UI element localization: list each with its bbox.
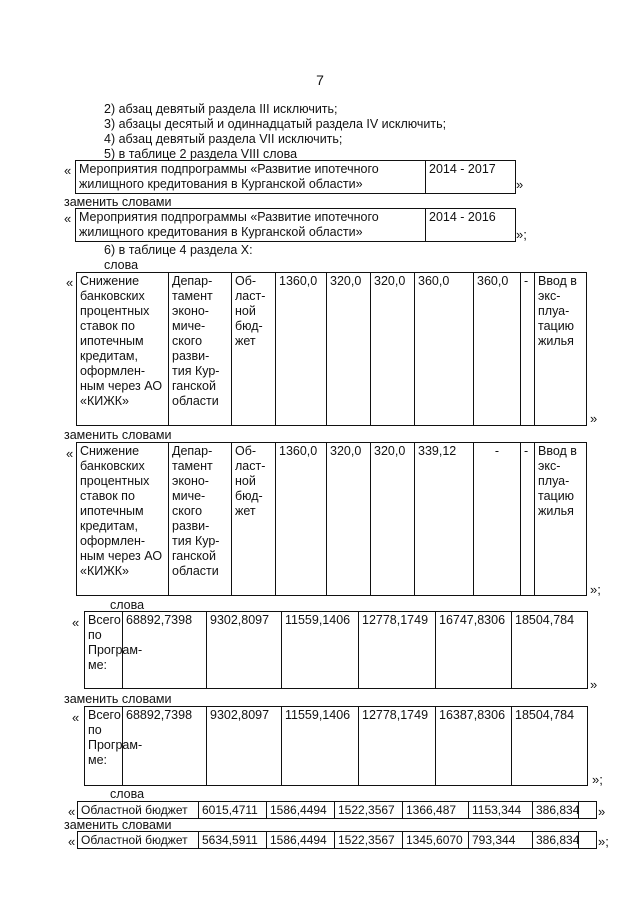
open-quote: « xyxy=(64,211,72,226)
budget-label-cell: Областной бюджет xyxy=(78,802,199,819)
replace-label: заменить словами xyxy=(64,428,172,442)
open-quote: « xyxy=(68,834,76,849)
open-quote: « xyxy=(64,163,72,178)
value-cell: 1153,344 xyxy=(469,802,533,819)
value-cell: 16387,8306 xyxy=(436,707,512,786)
value-cell: - xyxy=(474,443,521,596)
empty-cell xyxy=(579,832,597,849)
value-cell: 320,0 xyxy=(327,443,371,596)
value-cell: 5634,5911 xyxy=(199,832,267,849)
close-quote: »; xyxy=(598,834,609,849)
open-quote: « xyxy=(66,446,74,461)
source-cell: Об-ласт-ной бюд-жет xyxy=(232,273,276,426)
budget-row-new xyxy=(77,831,597,849)
table-row xyxy=(78,832,597,849)
dept-cell: Депар-тамент эконо-миче-ского разви-тия Кур-ганской области xyxy=(169,443,232,596)
open-quote: « xyxy=(66,275,74,290)
close-quote: »; xyxy=(592,772,603,787)
value-cell: 360,0 xyxy=(415,273,474,426)
open-quote: « xyxy=(68,804,76,819)
item-2: 2) абзац девятый раздела III исключить; xyxy=(104,102,338,116)
words-label: слова xyxy=(110,598,145,612)
value-cell: 11559,1406 xyxy=(282,707,359,786)
open-quote: « xyxy=(72,615,80,630)
value-cell: 1360,0 xyxy=(276,273,327,426)
value-cell: 386,834 xyxy=(533,802,579,819)
value-cell: - xyxy=(521,443,535,596)
value-cell: 1360,0 xyxy=(276,443,327,596)
empty-cell xyxy=(579,802,597,819)
close-quote: »; xyxy=(590,582,601,597)
table4-row-old xyxy=(76,272,587,426)
replace-label: заменить словами xyxy=(64,818,172,832)
replace-label: заменить словами xyxy=(64,692,172,706)
item-5: 5) в таблице 2 раздела VIII слова xyxy=(104,147,298,161)
name-cell: Снижение банковских процентных ставок по ипотечным кредитам, оформлен-ным через АО «КИЖК» xyxy=(77,443,169,596)
value-cell: 11559,1406 xyxy=(282,612,359,689)
page-number: 7 xyxy=(316,72,324,88)
value-cell: 18504,784 xyxy=(512,612,588,689)
total-row-new xyxy=(84,706,588,786)
source-cell: Об-ласт-ной бюд-жет xyxy=(232,443,276,596)
value-cell: 1345,6070 xyxy=(403,832,469,849)
table-row xyxy=(76,161,516,194)
measure-name-cell: Мероприятия подпрограммы «Развитие ипотечного жилищного кредитования в Курганской области» xyxy=(76,161,426,194)
total-label-cell: Всего по Програм-ме: xyxy=(85,612,123,689)
value-cell: 320,0 xyxy=(371,443,415,596)
table2-new xyxy=(75,208,516,242)
value-cell: 1522,3567 xyxy=(335,832,403,849)
table-row xyxy=(85,612,588,689)
total-row-old xyxy=(84,611,588,689)
value-cell: 360,0 xyxy=(474,273,521,426)
value-cell: 16747,8306 xyxy=(436,612,512,689)
budget-row-old xyxy=(77,801,597,819)
period-cell: 2014 - 2017 xyxy=(426,161,516,194)
table-row xyxy=(85,707,588,786)
value-cell: 339,12 xyxy=(415,443,474,596)
value-cell: 12778,1749 xyxy=(359,707,436,786)
close-quote: » xyxy=(598,804,606,819)
result-cell: Ввод в экс-плуа-тацию жилья xyxy=(535,443,587,596)
value-cell: 1586,4494 xyxy=(267,832,335,849)
value-cell: 12778,1749 xyxy=(359,612,436,689)
value-cell: 18504,784 xyxy=(512,707,588,786)
result-cell: Ввод в экс-плуа-тацию жилья xyxy=(535,273,587,426)
item-4: 4) абзац девятый раздела VII исключить; xyxy=(104,132,343,146)
close-quote: » xyxy=(516,177,524,192)
item-6: 6) в таблице 4 раздела X: xyxy=(104,243,253,257)
value-cell: 1586,4494 xyxy=(267,802,335,819)
value-cell: 320,0 xyxy=(327,273,371,426)
budget-label-cell: Областной бюджет xyxy=(78,832,199,849)
close-quote: » xyxy=(590,411,598,426)
dept-cell: Депар-тамент эконо-миче-ского разви-тия Кур-ганской области xyxy=(169,273,232,426)
value-cell: 1522,3567 xyxy=(335,802,403,819)
period-cell: 2014 - 2016 xyxy=(426,209,516,242)
value-cell: 793,344 xyxy=(469,832,533,849)
table-row xyxy=(76,209,516,242)
table-row xyxy=(77,443,587,596)
table2-old xyxy=(75,160,516,194)
item-3: 3) абзацы десятый и одиннадцатый раздела IV исключить; xyxy=(104,117,447,131)
replace-label: заменить словами xyxy=(64,195,172,209)
measure-name-cell: Мероприятия подпрограммы «Развитие ипотечного жилищного кредитования в Курганской области» xyxy=(76,209,426,242)
words-label: слова xyxy=(104,258,139,272)
value-cell: 9302,8097 xyxy=(207,612,282,689)
value-cell: 68892,7398 xyxy=(123,612,207,689)
total-label-cell: Всего по Програм-ме: xyxy=(85,707,123,786)
value-cell: 1366,487 xyxy=(403,802,469,819)
value-cell: 320,0 xyxy=(371,273,415,426)
table4-row-new xyxy=(76,442,587,596)
value-cell: - xyxy=(521,273,535,426)
value-cell: 68892,7398 xyxy=(123,707,207,786)
value-cell: 386,834 xyxy=(533,832,579,849)
value-cell: 6015,4711 xyxy=(199,802,267,819)
close-quote: » xyxy=(590,677,598,692)
value-cell: 9302,8097 xyxy=(207,707,282,786)
table-row xyxy=(77,273,587,426)
name-cell: Снижение банковских процентных ставок по ипотечным кредитам, оформлен-ным через АО «КИЖК» xyxy=(77,273,169,426)
words-label: слова xyxy=(110,787,145,801)
table-row xyxy=(78,802,597,819)
open-quote: « xyxy=(72,710,80,725)
close-quote: »; xyxy=(516,227,527,242)
